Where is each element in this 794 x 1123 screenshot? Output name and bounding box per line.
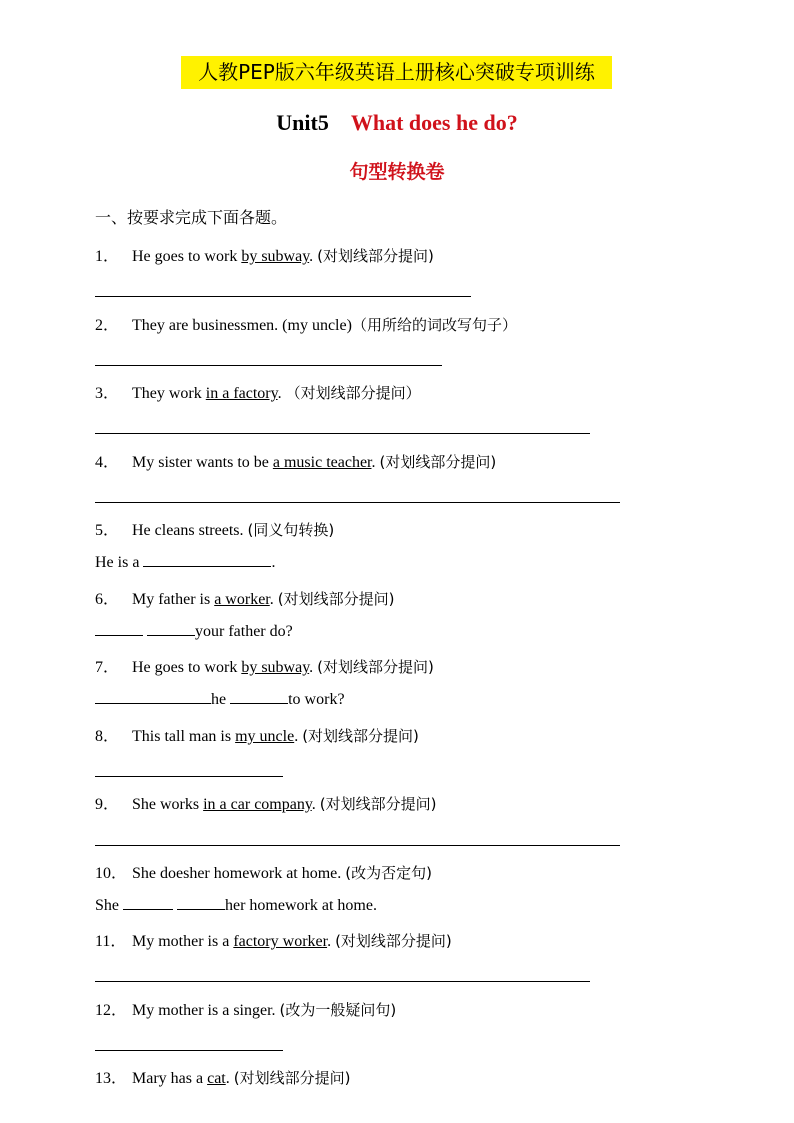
question-text: This tall man is — [132, 728, 236, 745]
question-10 — [95, 860, 432, 883]
instruction-note: (对划线部分提问) — [379, 453, 497, 471]
fill-blank[interactable] — [177, 895, 225, 910]
answer-6 — [95, 621, 293, 641]
question-number: 9． — [95, 796, 120, 813]
instruction-note: (对划线部分提问) — [335, 932, 452, 950]
fill-blank[interactable] — [147, 621, 195, 636]
question-text: He goes to work — [132, 248, 242, 265]
question-text: They are businessmen. (my uncle) — [132, 317, 352, 334]
question-number: 1． — [95, 248, 120, 265]
question-text: . — [309, 659, 318, 676]
question-number: 6． — [95, 591, 120, 608]
instruction-note: (对划线部分提问) — [233, 1069, 351, 1087]
answer-7 — [95, 689, 345, 709]
question-text: They work — [132, 385, 206, 402]
answer-10 — [95, 895, 377, 915]
underlined-part: by subway — [241, 659, 310, 676]
instruction-note: (对划线部分提问) — [302, 727, 419, 745]
question-2 — [95, 312, 517, 335]
question-number: 8． — [95, 728, 120, 745]
answer-line-12[interactable] — [95, 1050, 283, 1051]
question-text: . — [225, 1070, 234, 1087]
question-3 — [95, 380, 421, 403]
underlined-part: factory worker — [233, 933, 328, 950]
fill-blank[interactable] — [230, 689, 288, 704]
question-7 — [95, 654, 434, 677]
unit-title — [0, 110, 794, 136]
worksheet-subtitle: 句型转换卷 — [349, 161, 445, 183]
fill-blank[interactable] — [143, 552, 271, 567]
question-number: 13． — [95, 1070, 128, 1087]
underlined-part: a music teacher — [272, 454, 372, 471]
question-text: My mother is a singer. — [132, 1002, 280, 1019]
instruction-note: (对划线部分提问) — [317, 247, 434, 265]
answer-5 — [95, 552, 275, 572]
answer-line-11[interactable] — [95, 981, 590, 982]
question-11 — [95, 928, 452, 951]
answer-line-3[interactable] — [95, 433, 590, 434]
question-text: My mother is a — [132, 933, 234, 950]
instruction-note: (对划线部分提问) — [277, 590, 395, 608]
unit-label: Unit5 — [276, 110, 329, 135]
question-13 — [95, 1065, 350, 1088]
instruction-note: （对划线部分提问） — [285, 384, 421, 402]
instruction-note: (同义句转换) — [247, 521, 335, 539]
answer-text: She — [95, 897, 123, 914]
answer-text: her homework at home. — [225, 897, 377, 914]
fill-blank[interactable] — [95, 621, 143, 636]
answer-text: he — [211, 691, 227, 708]
question-text: . — [269, 591, 278, 608]
answer-text: your father do? — [195, 623, 293, 640]
question-text: . — [327, 933, 336, 950]
unit-question: What does he do? — [350, 110, 518, 135]
instruction-note: (对划线部分提问) — [319, 795, 437, 813]
instruction-note: (改为一般疑问句) — [279, 1001, 397, 1019]
fill-blank[interactable] — [153, 689, 211, 704]
fill-blank[interactable] — [95, 689, 153, 704]
answer-text: He is a — [95, 554, 144, 571]
instruction-note: （用所给的词改写句子） — [351, 316, 517, 334]
question-8 — [95, 723, 419, 746]
question-number: 5． — [95, 522, 120, 539]
question-12 — [95, 997, 396, 1020]
answer-line-4[interactable] — [95, 502, 620, 503]
question-6 — [95, 586, 394, 609]
question-text: . — [311, 796, 320, 813]
answer-text: to work? — [288, 691, 345, 708]
question-text: . — [371, 454, 380, 471]
worksheet-banner: 人教PEP版六年级英语上册核心突破专项训练 — [181, 56, 612, 89]
question-text: He cleans streets. — [132, 522, 248, 539]
underlined-part: in a car company — [203, 796, 312, 813]
answer-line-1[interactable] — [95, 296, 471, 297]
underlined-part: a worker — [214, 591, 270, 608]
underlined-part: in a factory — [205, 385, 278, 402]
question-text: My father is — [132, 591, 215, 608]
question-number: 3． — [95, 385, 120, 402]
question-text: . — [277, 385, 286, 402]
question-text: . — [294, 728, 303, 745]
question-number: 4． — [95, 454, 120, 471]
question-text: Mary has a — [132, 1070, 208, 1087]
question-5 — [95, 517, 334, 540]
instruction-note: (对划线部分提问) — [317, 658, 434, 676]
question-text: She doesher homework at home. — [132, 865, 346, 882]
question-number: 10． — [95, 865, 128, 882]
underlined-part: cat — [207, 1070, 226, 1087]
question-text: . — [309, 248, 318, 265]
instruction-note: (改为否定句) — [345, 864, 432, 882]
section-title: 一、按要求完成下面各题。 — [95, 208, 288, 227]
answer-line-2[interactable] — [95, 365, 442, 366]
question-text: My sister wants to be — [132, 454, 273, 471]
question-text: He goes to work — [132, 659, 242, 676]
answer-line-8[interactable] — [95, 776, 283, 777]
question-1 — [95, 243, 434, 266]
question-9 — [95, 791, 437, 814]
question-number: 7． — [95, 659, 120, 676]
question-number: 2． — [95, 317, 120, 334]
question-text: She works — [132, 796, 204, 813]
question-number: 11． — [95, 933, 127, 950]
question-4 — [95, 449, 496, 472]
fill-blank[interactable] — [123, 895, 173, 910]
underlined-part: my uncle — [235, 728, 295, 745]
answer-text: . — [271, 554, 276, 571]
underlined-part: by subway — [241, 248, 310, 265]
question-number: 12． — [95, 1002, 128, 1019]
answer-line-9[interactable] — [95, 845, 620, 846]
